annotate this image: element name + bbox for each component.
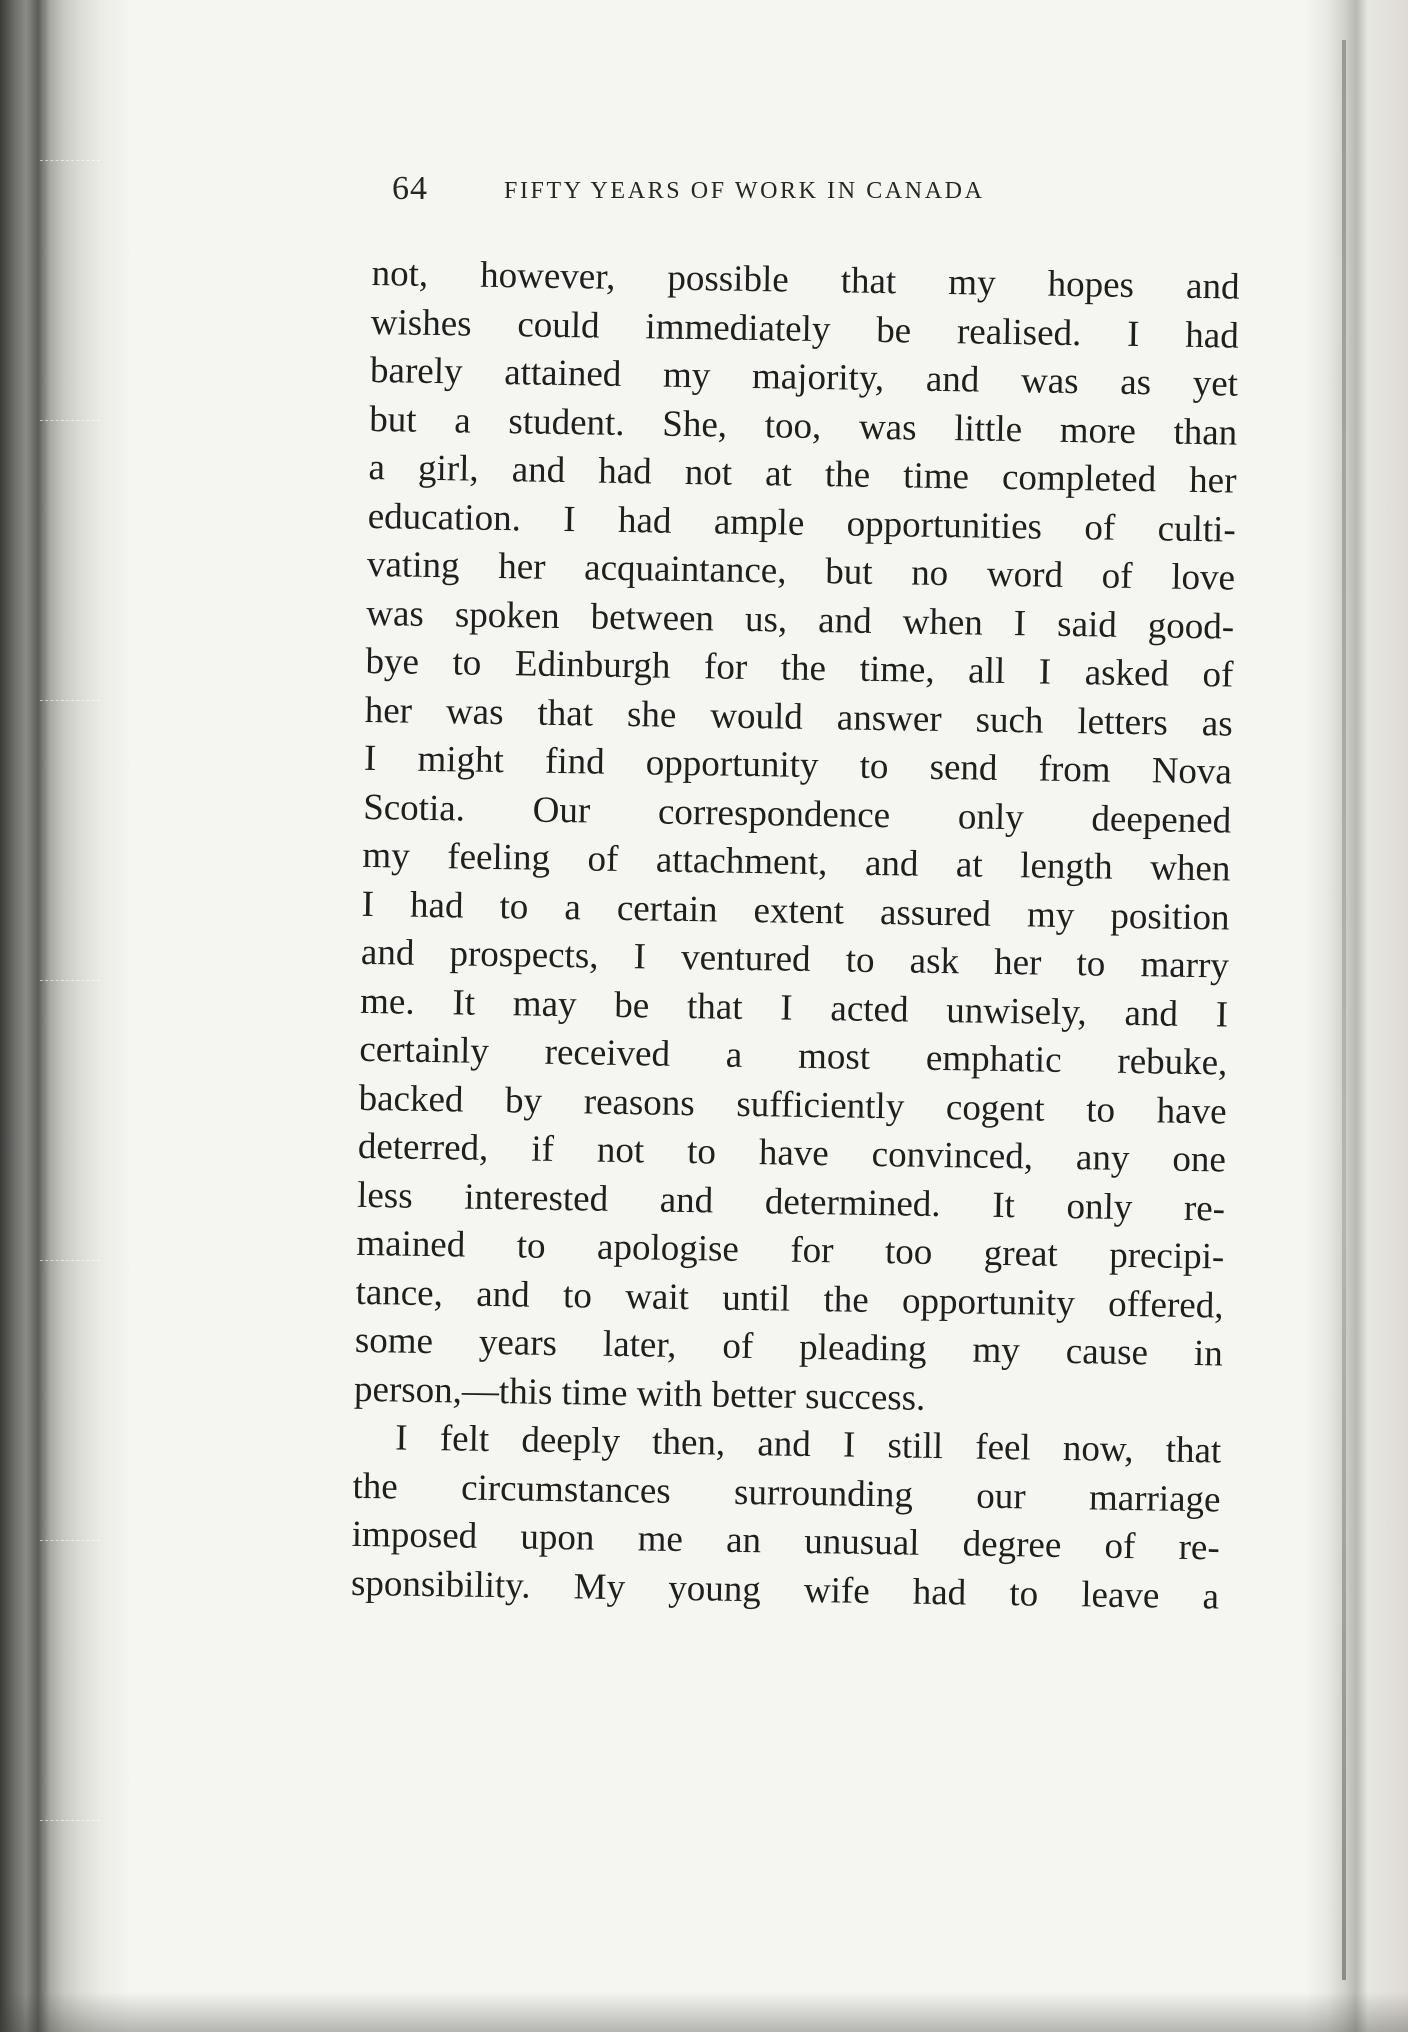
- paragraph-end-line: person,—this time with better success.: [353, 1368, 926, 1419]
- text-line: mained to apologise for too great precipi-: [356, 1222, 1225, 1278]
- paragraph-start-line: I felt deeply then, and I still feel now, that: [395, 1417, 1222, 1472]
- text-line: barely attained my majority, and was as yet: [369, 349, 1239, 405]
- text-line: a girl, and had not at the time completed her: [368, 446, 1237, 502]
- book-spine-edge: [0, 0, 130, 2032]
- text-line: certainly received a most emphatic rebuke,: [359, 1028, 1228, 1084]
- page-number: 64: [392, 170, 428, 207]
- text-line: me. It may be that I acted unwisely, and I: [359, 980, 1229, 1036]
- text-line: was spoken between us, and when I said good-: [365, 592, 1235, 648]
- text-line: some years later, of pleading my cause in: [354, 1319, 1224, 1375]
- text-line: education. I had ample opportunities of culti-: [367, 495, 1237, 551]
- bottom-shadow: [0, 1992, 1408, 2032]
- text-line: less interested and determined. It only re-: [356, 1174, 1226, 1230]
- running-head: FIFTY YEARS OF WORK IN CANADA: [504, 178, 985, 204]
- text-line: bye to Edinburgh for the time, all I asked of: [365, 640, 1234, 696]
- text-line: my feeling of attachment, and at length when: [362, 834, 1231, 890]
- text-line: sponsibility. My young wife had to leave a: [350, 1562, 1220, 1617]
- text-line: Scotia. Our correspondence only deepened: [362, 786, 1232, 842]
- text-line: I had to a certain extent assured my position: [361, 883, 1230, 939]
- page-right-edge: [1308, 0, 1408, 2032]
- text-line: and prospects, I ventured to ask her to marry: [360, 931, 1230, 987]
- text-line: tance, and to wait until the opportunity offered,: [355, 1271, 1224, 1327]
- text-line: not, however, possible that my hopes and: [371, 252, 1240, 308]
- page-header: [392, 170, 1152, 226]
- text-line: wishes could immediately be realised. I had: [370, 301, 1240, 357]
- body-text: [351, 250, 1240, 1621]
- text-line: deterred, if not to have convinced, any one: [357, 1125, 1227, 1181]
- text-line: I might find opportunity to send from Nova: [363, 737, 1233, 793]
- text-line: the circumstances surrounding our marriage: [352, 1465, 1221, 1520]
- text-line: imposed upon me an unusual degree of re-: [351, 1513, 1221, 1569]
- text-line: but a student. She, too, was little more than: [369, 398, 1238, 454]
- text-line: backed by reasons sufficiently cogent to have: [358, 1077, 1227, 1133]
- text-line: vating her acquaintance, but no word of love: [366, 543, 1236, 599]
- text-line: her was that she would answer such letters as: [364, 689, 1233, 745]
